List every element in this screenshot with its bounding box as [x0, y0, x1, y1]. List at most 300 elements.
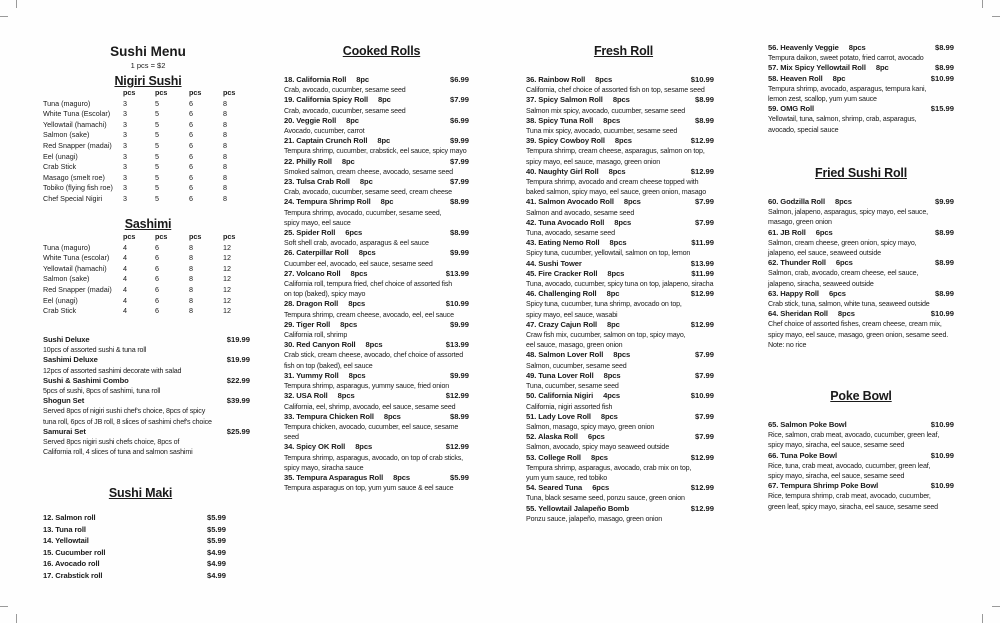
item-name-wrap — [526, 453, 608, 463]
item-name-wrap — [768, 63, 889, 73]
menu-item — [526, 116, 714, 136]
item-description: jalapeno, siracha, seaweed outside — [768, 279, 874, 288]
item-name: 41. Salmon Avocado Roll — [526, 197, 614, 207]
item-description: Salmon, avocado, spicy mayo seaweed outside — [526, 443, 669, 452]
item-description: Rice, salmon, crab meat, avocado, cucumber, green leaf, — [768, 431, 940, 440]
table-header-cell: pcs — [155, 232, 168, 241]
item-description: Note: no rice — [768, 340, 807, 349]
item-header-row — [526, 95, 714, 105]
item-name: 29. Tiger Roll — [284, 319, 331, 329]
item-piece-count: 8pc — [341, 156, 355, 166]
item-description: Salmon, crab, avocado, cream cheese, eel sauce, — [768, 269, 919, 278]
maki-name: 16. Avocado roll — [43, 559, 100, 569]
item-description: Salmon, cream cheese, green onion, spicy mayo, — [768, 238, 917, 247]
piece-count: 6 — [155, 242, 159, 252]
item-price: $12.99 — [690, 136, 714, 146]
item-price: $13.99 — [690, 258, 714, 268]
combo-price: $39.99 — [226, 396, 250, 406]
piece-count: 5 — [155, 193, 159, 203]
item-header-row — [526, 453, 714, 463]
item-description: California, nigiri assorted fish — [526, 402, 613, 411]
maki-item — [43, 512, 226, 524]
item-description: Rice, tempura shrimp, crab meat, avocado, cucumber, — [768, 492, 931, 501]
piece-count: 6 — [189, 193, 193, 203]
item-price: $7.99 — [449, 156, 469, 166]
item-price: $10.99 — [445, 299, 469, 309]
combo-name: Shogun Set — [43, 396, 85, 406]
item-price: $12.99 — [445, 391, 469, 401]
item-piece-count: 8pcs — [614, 217, 632, 227]
item-price: $6.99 — [449, 75, 469, 84]
maki-price: $4.99 — [206, 547, 226, 557]
menu-item — [768, 258, 954, 289]
item-name: 26. Caterpillar Roll — [284, 248, 349, 258]
fish-name: Yellowtail (hamachi) — [43, 119, 107, 129]
item-name: 37. Spicy Salmon Roll — [526, 95, 603, 105]
item-name-wrap — [768, 289, 846, 299]
piece-count: 6 — [189, 119, 193, 129]
maki-item — [43, 535, 226, 547]
item-description: spicy mayo, siracha, eel sauce, sesame seed — [768, 441, 905, 450]
item-piece-count: 8pcs — [613, 350, 631, 360]
item-price: $10.99 — [930, 481, 954, 491]
item-header-row — [768, 420, 954, 430]
item-piece-count: 8pc — [377, 136, 391, 146]
item-name: 46. Challenging Roll — [526, 289, 597, 299]
combo-item — [43, 396, 250, 427]
combo-description: 5pcs of sushi, 8pcs of sashimi, tuna roll — [43, 387, 161, 396]
fish-name: Eel (unagi) — [43, 151, 78, 161]
menu-item — [284, 248, 469, 268]
combo-name: Sushi Deluxe — [43, 335, 90, 344]
fish-name: Masago (smelt roe) — [43, 172, 105, 182]
menu-item — [768, 63, 954, 73]
menu-item — [284, 340, 469, 371]
item-piece-count: 8pcs — [837, 309, 855, 319]
item-name: 32. USA Roll — [284, 391, 328, 401]
item-price: $8.99 — [449, 197, 469, 207]
item-name-wrap — [526, 483, 609, 493]
item-name-wrap — [768, 481, 878, 491]
item-price: $12.99 — [690, 319, 714, 329]
piece-count: 5 — [155, 130, 159, 140]
item-header-row — [284, 442, 469, 452]
item-description: Salmon and avocado, sesame seed — [526, 208, 635, 217]
fish-name: Crab Stick — [43, 306, 77, 316]
crop-mark — [992, 606, 1000, 607]
item-name: 47. Crazy Cajun Roll — [526, 319, 598, 329]
piece-count: 6 — [155, 253, 159, 263]
item-name: 39. Spicy Cowboy Roll — [526, 136, 605, 146]
item-description: Spicy tuna, cucumber, tuna shrimp, avocado on top, — [526, 300, 682, 309]
crop-mark — [0, 16, 8, 17]
item-price: $13.99 — [445, 340, 469, 350]
menu-item — [284, 136, 469, 156]
piece-count: 6 — [189, 98, 193, 108]
piece-count: 5 — [155, 172, 159, 182]
menu-item — [284, 177, 469, 197]
maki-item — [43, 558, 226, 570]
item-description: Salmon, cucumber, sesame seed — [526, 361, 627, 370]
item-name: 60. Godzilla Roll — [768, 197, 825, 206]
menu-item — [526, 167, 714, 198]
piece-count: 8 — [223, 140, 227, 150]
table-header-cell: pcs — [189, 232, 202, 241]
piece-count: 12 — [223, 253, 231, 263]
item-name-wrap — [284, 473, 410, 483]
item-price: $8.99 — [934, 258, 954, 268]
item-name-wrap — [284, 391, 355, 401]
item-header-row — [526, 167, 714, 177]
item-description: Cucumber eel, avocado, eel sauce, sesame seed — [284, 259, 433, 268]
piece-count: 4 — [123, 284, 127, 294]
item-header-row — [526, 289, 714, 299]
item-name: 27. Volcano Roll — [284, 268, 341, 278]
combo-description: Served 8pcs of nigiri sushi chef's choice, 8pcs of spicy — [43, 407, 206, 416]
maki-item — [43, 524, 226, 536]
item-name-wrap — [526, 371, 621, 381]
piece-count: 8 — [189, 295, 193, 305]
piece-count: 3 — [123, 140, 127, 150]
item-piece-count: 6pcs — [587, 432, 605, 442]
menu-item — [284, 412, 469, 443]
item-name-wrap — [284, 442, 372, 452]
item-name-wrap — [526, 116, 620, 126]
menu-item — [284, 228, 469, 248]
cooked-list — [284, 75, 469, 493]
item-name-wrap — [284, 228, 362, 238]
item-description: Tempura shrimp, cream cheese, avocado, eel, eel sauce — [284, 310, 454, 319]
item-name-wrap — [284, 75, 369, 85]
fish-name: Salmon (sake) — [43, 274, 90, 284]
item-description: Tempura shrimp, avocado and cream cheese topped with — [526, 178, 699, 187]
piece-count: 6 — [155, 295, 159, 305]
menu-item — [768, 451, 954, 482]
item-name: 57. Mix Spicy Yellowtail Roll — [768, 63, 866, 73]
menu-item — [526, 371, 714, 391]
item-description: Salmon, masago, spicy mayo, green onion — [526, 422, 655, 431]
combo-description: 12pcs of assorted sashimi decorate with salad — [43, 366, 182, 375]
maki-price: $5.99 — [206, 513, 226, 522]
crop-mark — [992, 16, 1000, 17]
piece-count: 3 — [123, 119, 127, 129]
item-description: spicy mayo, eel sauce, masago, green onion, sesame seed. — [768, 330, 949, 339]
item-description: Tempura daikon, sweet potato, fried carrot, avocado — [768, 54, 924, 63]
piece-count: 12 — [223, 306, 231, 316]
item-description: spicy mayo, eel sauce, wasabi — [526, 310, 618, 319]
item-name: 51. Lady Love Roll — [526, 411, 591, 421]
item-piece-count: 6pcs — [815, 227, 833, 237]
item-name-wrap — [284, 136, 390, 146]
item-name-wrap — [768, 258, 853, 268]
item-description: Tempura shrimp, asparagus, yummy sauce, fried onion — [284, 382, 450, 391]
item-piece-count: 8pcs — [590, 452, 608, 462]
item-name-wrap — [284, 157, 355, 167]
item-name: 53. College Roll — [526, 452, 581, 462]
item-name: 58. Heaven Roll — [768, 73, 823, 83]
piece-count: 5 — [155, 109, 159, 119]
item-price: $12.99 — [690, 166, 714, 176]
piece-count: 3 — [123, 193, 127, 203]
item-name: 50. California Nigiri — [526, 391, 594, 401]
item-name: 23. Tulsa Crab Roll — [284, 177, 350, 187]
nigiri-table — [43, 88, 257, 205]
item-piece-count: 8pcs — [609, 238, 627, 248]
item-header-row — [526, 238, 714, 248]
crop-mark — [982, 0, 983, 8]
item-name: 48. Salmon Lover Roll — [526, 350, 604, 360]
item-description: Tempura shrimp, cucumber, crabstick, eel sauce, spicy mayo — [284, 147, 467, 156]
piece-count: 8 — [223, 109, 227, 119]
item-piece-count: 8pcs — [337, 391, 355, 401]
piece-count: 8 — [223, 193, 227, 203]
item-description: Crab, avocado, cucumber, sesame seed, cream cheese — [284, 188, 452, 197]
table-header-cell — [43, 88, 123, 99]
item-header-row — [284, 391, 469, 401]
item-name: 55. Yellowtail Jalapeño Bomb — [526, 503, 629, 513]
piece-count: 8 — [223, 98, 227, 108]
item-price: $12.99 — [690, 289, 714, 299]
crop-mark — [0, 606, 8, 607]
item-piece-count: 4pcs — [603, 391, 621, 401]
item-price: $9.99 — [934, 197, 954, 206]
item-description: Tuna mix spicy, avocado, cucumber, sesame seed — [526, 127, 678, 136]
item-header-row — [768, 258, 954, 268]
fish-name: White Tuna (Escolar) — [43, 109, 111, 119]
item-price: $8.99 — [694, 95, 714, 105]
piece-count: 4 — [123, 263, 127, 273]
menu-title: Sushi Menu — [110, 44, 186, 59]
combo-name: Sushi & Sashimi Combo — [43, 375, 129, 385]
menu-item — [526, 218, 714, 238]
piece-count: 12 — [223, 263, 231, 273]
item-name: 61. JB Roll — [768, 227, 806, 237]
item-price: $7.99 — [449, 95, 469, 105]
item-name-wrap — [526, 269, 624, 279]
item-header-row — [526, 197, 714, 207]
item-piece-count: 8pcs — [603, 370, 621, 380]
menu-item — [526, 75, 714, 95]
piece-count: 6 — [155, 263, 159, 273]
combo-list — [43, 335, 250, 457]
fish-name: Eel (unagi) — [43, 295, 78, 305]
menu-item — [526, 504, 714, 524]
item-description: Tuna, black sesame seed, ponzu sauce, green onion — [526, 494, 685, 503]
item-piece-count: 8pcs — [340, 319, 358, 329]
menu-item — [284, 157, 469, 177]
item-name: 22. Philly Roll — [284, 156, 332, 166]
item-header-row — [284, 269, 469, 279]
item-price: $13.99 — [445, 268, 469, 278]
menu-item — [526, 259, 714, 269]
piece-count: 12 — [223, 284, 231, 294]
piece-count: 5 — [155, 98, 159, 108]
item-header-row — [284, 116, 469, 126]
item-header-row — [526, 350, 714, 360]
item-piece-count: 8pcs — [358, 248, 376, 258]
piece-count: 8 — [223, 183, 227, 193]
item-header-row — [526, 412, 714, 422]
item-header-row — [768, 481, 954, 491]
item-description: yum yum sauce, red tobiko — [526, 473, 608, 482]
piece-count: 8 — [223, 162, 227, 172]
item-name: 64. Sheridan Roll — [768, 309, 828, 319]
item-description: lemon zest, scallop, yum yum sauce — [768, 95, 877, 104]
nigiri-title: Nigiri Sushi — [114, 74, 182, 88]
item-description: Salmon, jalapeno, asparagus, spicy mayo, eel sauce, — [768, 208, 928, 217]
item-header-row — [284, 157, 469, 167]
item-piece-count: 8pc — [378, 95, 391, 105]
maki-list — [43, 512, 226, 582]
item-name-wrap — [768, 228, 833, 238]
maki-name: 12. Salmon roll — [43, 513, 96, 522]
item-piece-count: 6pcs — [592, 483, 610, 493]
item-description: Crab stick, tuna, salmon, white tuna, seaweed outside — [768, 300, 930, 309]
item-piece-count: 6pcs — [835, 258, 853, 268]
item-name-wrap — [284, 371, 366, 381]
combo-name: Samurai Set — [43, 426, 86, 436]
piece-count: 6 — [189, 109, 193, 119]
item-description: Spicy tuna, cucumber, yellowtail, salmon on top, lemon — [526, 249, 691, 258]
special-list — [768, 43, 954, 135]
item-piece-count: 8pcs — [348, 370, 366, 380]
item-header-row — [526, 136, 714, 146]
item-header-row — [284, 299, 469, 309]
item-header-row — [526, 269, 714, 279]
item-name-wrap — [526, 238, 626, 248]
maki-name: 14. Yellowtail — [43, 536, 89, 546]
piece-count: 3 — [123, 162, 127, 172]
piece-count: 6 — [189, 172, 193, 182]
poke-title: Poke Bowl — [830, 389, 892, 403]
item-description: spicy mayo, siracha, eel sauce, sesame seed — [768, 472, 905, 481]
item-name: 33. Tempura Chicken Roll — [284, 411, 374, 421]
menu-item — [526, 136, 714, 167]
item-header-row — [768, 197, 954, 207]
fresh-list — [526, 75, 714, 524]
item-piece-count: 8pc — [346, 115, 359, 125]
item-header-row — [526, 218, 714, 228]
combo-header-row — [43, 355, 250, 365]
menu-item — [526, 432, 714, 452]
item-piece-count: 8pcs — [350, 268, 368, 278]
item-price: $11.99 — [691, 238, 714, 248]
item-piece-count: 8pcs — [355, 442, 373, 452]
piece-count: 8 — [223, 119, 227, 129]
item-piece-count: 8pcs — [393, 472, 411, 482]
maki-price: $5.99 — [206, 536, 226, 546]
item-header-row — [526, 75, 714, 85]
crop-mark — [16, 614, 17, 623]
item-name: 24. Tempura Shrimp Roll — [284, 197, 371, 207]
item-name-wrap — [284, 269, 367, 279]
item-price: $12.99 — [690, 503, 714, 513]
crop-mark — [16, 0, 17, 8]
item-description: baked salmon, spicy mayo, eel sauce, green onion, masago — [526, 188, 707, 197]
cooked-title: Cooked Rolls — [342, 44, 421, 58]
item-piece-count: 8pcs — [365, 340, 383, 350]
item-piece-count: 8pcs — [848, 43, 866, 52]
menu-item — [284, 391, 469, 411]
menu-item — [284, 320, 469, 340]
piece-count: 8 — [223, 172, 227, 182]
item-name: 49. Tuna Lover Roll — [526, 370, 594, 380]
item-price: $10.99 — [930, 420, 954, 429]
item-price: $10.99 — [930, 73, 954, 83]
item-name-wrap — [526, 412, 618, 422]
piece-count: 4 — [123, 306, 127, 316]
item-name-wrap — [768, 451, 837, 461]
fish-name: Crab Stick — [43, 162, 77, 172]
item-name: 63. Happy Roll — [768, 288, 819, 298]
item-header-row — [284, 412, 469, 422]
item-description: Tempura shrimp, asparagus, avocado, crab mix on top, — [526, 463, 692, 472]
item-header-row — [526, 259, 714, 269]
item-name-wrap — [284, 177, 373, 187]
menu-item — [526, 289, 714, 320]
item-description: Ponzu sauce, jalapeño, masago, green onion — [526, 514, 663, 523]
combo-description: tuna roll, 6pcs of JB roll, 8 slices of sashimi chef's choice — [43, 417, 212, 426]
piece-count: 6 — [155, 274, 159, 284]
maki-item — [43, 570, 226, 582]
item-piece-count: 8pcs — [603, 115, 621, 125]
piece-count: 5 — [155, 183, 159, 193]
piece-count: 3 — [123, 130, 127, 140]
piece-count: 6 — [155, 306, 159, 316]
combo-header-row — [43, 335, 250, 345]
item-description: Tempura asparagus on top, yum yum sauce & eel sauce — [284, 484, 454, 493]
menu-item — [768, 481, 954, 512]
item-name: 31. Yummy Roll — [284, 370, 339, 380]
item-name: 18. California Roll — [284, 75, 347, 84]
piece-count: 8 — [189, 306, 193, 316]
item-header-row — [768, 309, 954, 319]
item-header-row — [526, 432, 714, 442]
item-name: 65. Salmon Poke Bowl — [768, 420, 847, 429]
item-piece-count: 8pcs — [612, 95, 630, 105]
item-header-row — [284, 320, 469, 330]
item-name-wrap — [526, 95, 630, 105]
fish-name: Red Snapper (madai) — [43, 140, 112, 150]
item-header-row — [284, 248, 469, 258]
menu-item — [526, 320, 714, 351]
item-piece-count: 8pc — [380, 197, 394, 207]
item-price: $7.99 — [449, 177, 469, 187]
item-description: Tempura shrimp, asparagus, avocado, on top of crab sticks, — [284, 453, 463, 462]
item-name: 59. OMG Roll — [768, 104, 815, 114]
item-name: 34. Spicy OK Roll — [284, 442, 346, 452]
item-header-row — [768, 104, 954, 114]
menu-item — [526, 95, 714, 115]
item-name: 43. Eating Nemo Roll — [526, 238, 600, 248]
item-name: 19. California Spicy Roll — [284, 95, 369, 105]
item-name: 56. Heavenly Veggie — [768, 43, 839, 52]
item-price: $10.99 — [930, 450, 954, 460]
sashimi-title: Sashimi — [124, 217, 172, 231]
item-name: 28. Dragon Roll — [284, 299, 339, 309]
item-header-row — [768, 289, 954, 299]
poke-list — [768, 420, 954, 512]
item-description: spicy mayo, eel sauce — [284, 218, 351, 227]
item-description: eel sauce, masago, green onion — [526, 341, 623, 350]
piece-count: 6 — [189, 183, 193, 193]
combo-item — [43, 427, 250, 458]
item-price: $10.99 — [690, 75, 714, 84]
item-name-wrap — [768, 420, 847, 430]
item-description: Craw fish mix, cucumber, salmon on top, spicy mayo, — [526, 331, 686, 340]
item-description: Crab, avocado, cucumber, sesame seed — [284, 106, 406, 115]
menu-subtitle: 1 pcs = $2 — [130, 61, 166, 70]
